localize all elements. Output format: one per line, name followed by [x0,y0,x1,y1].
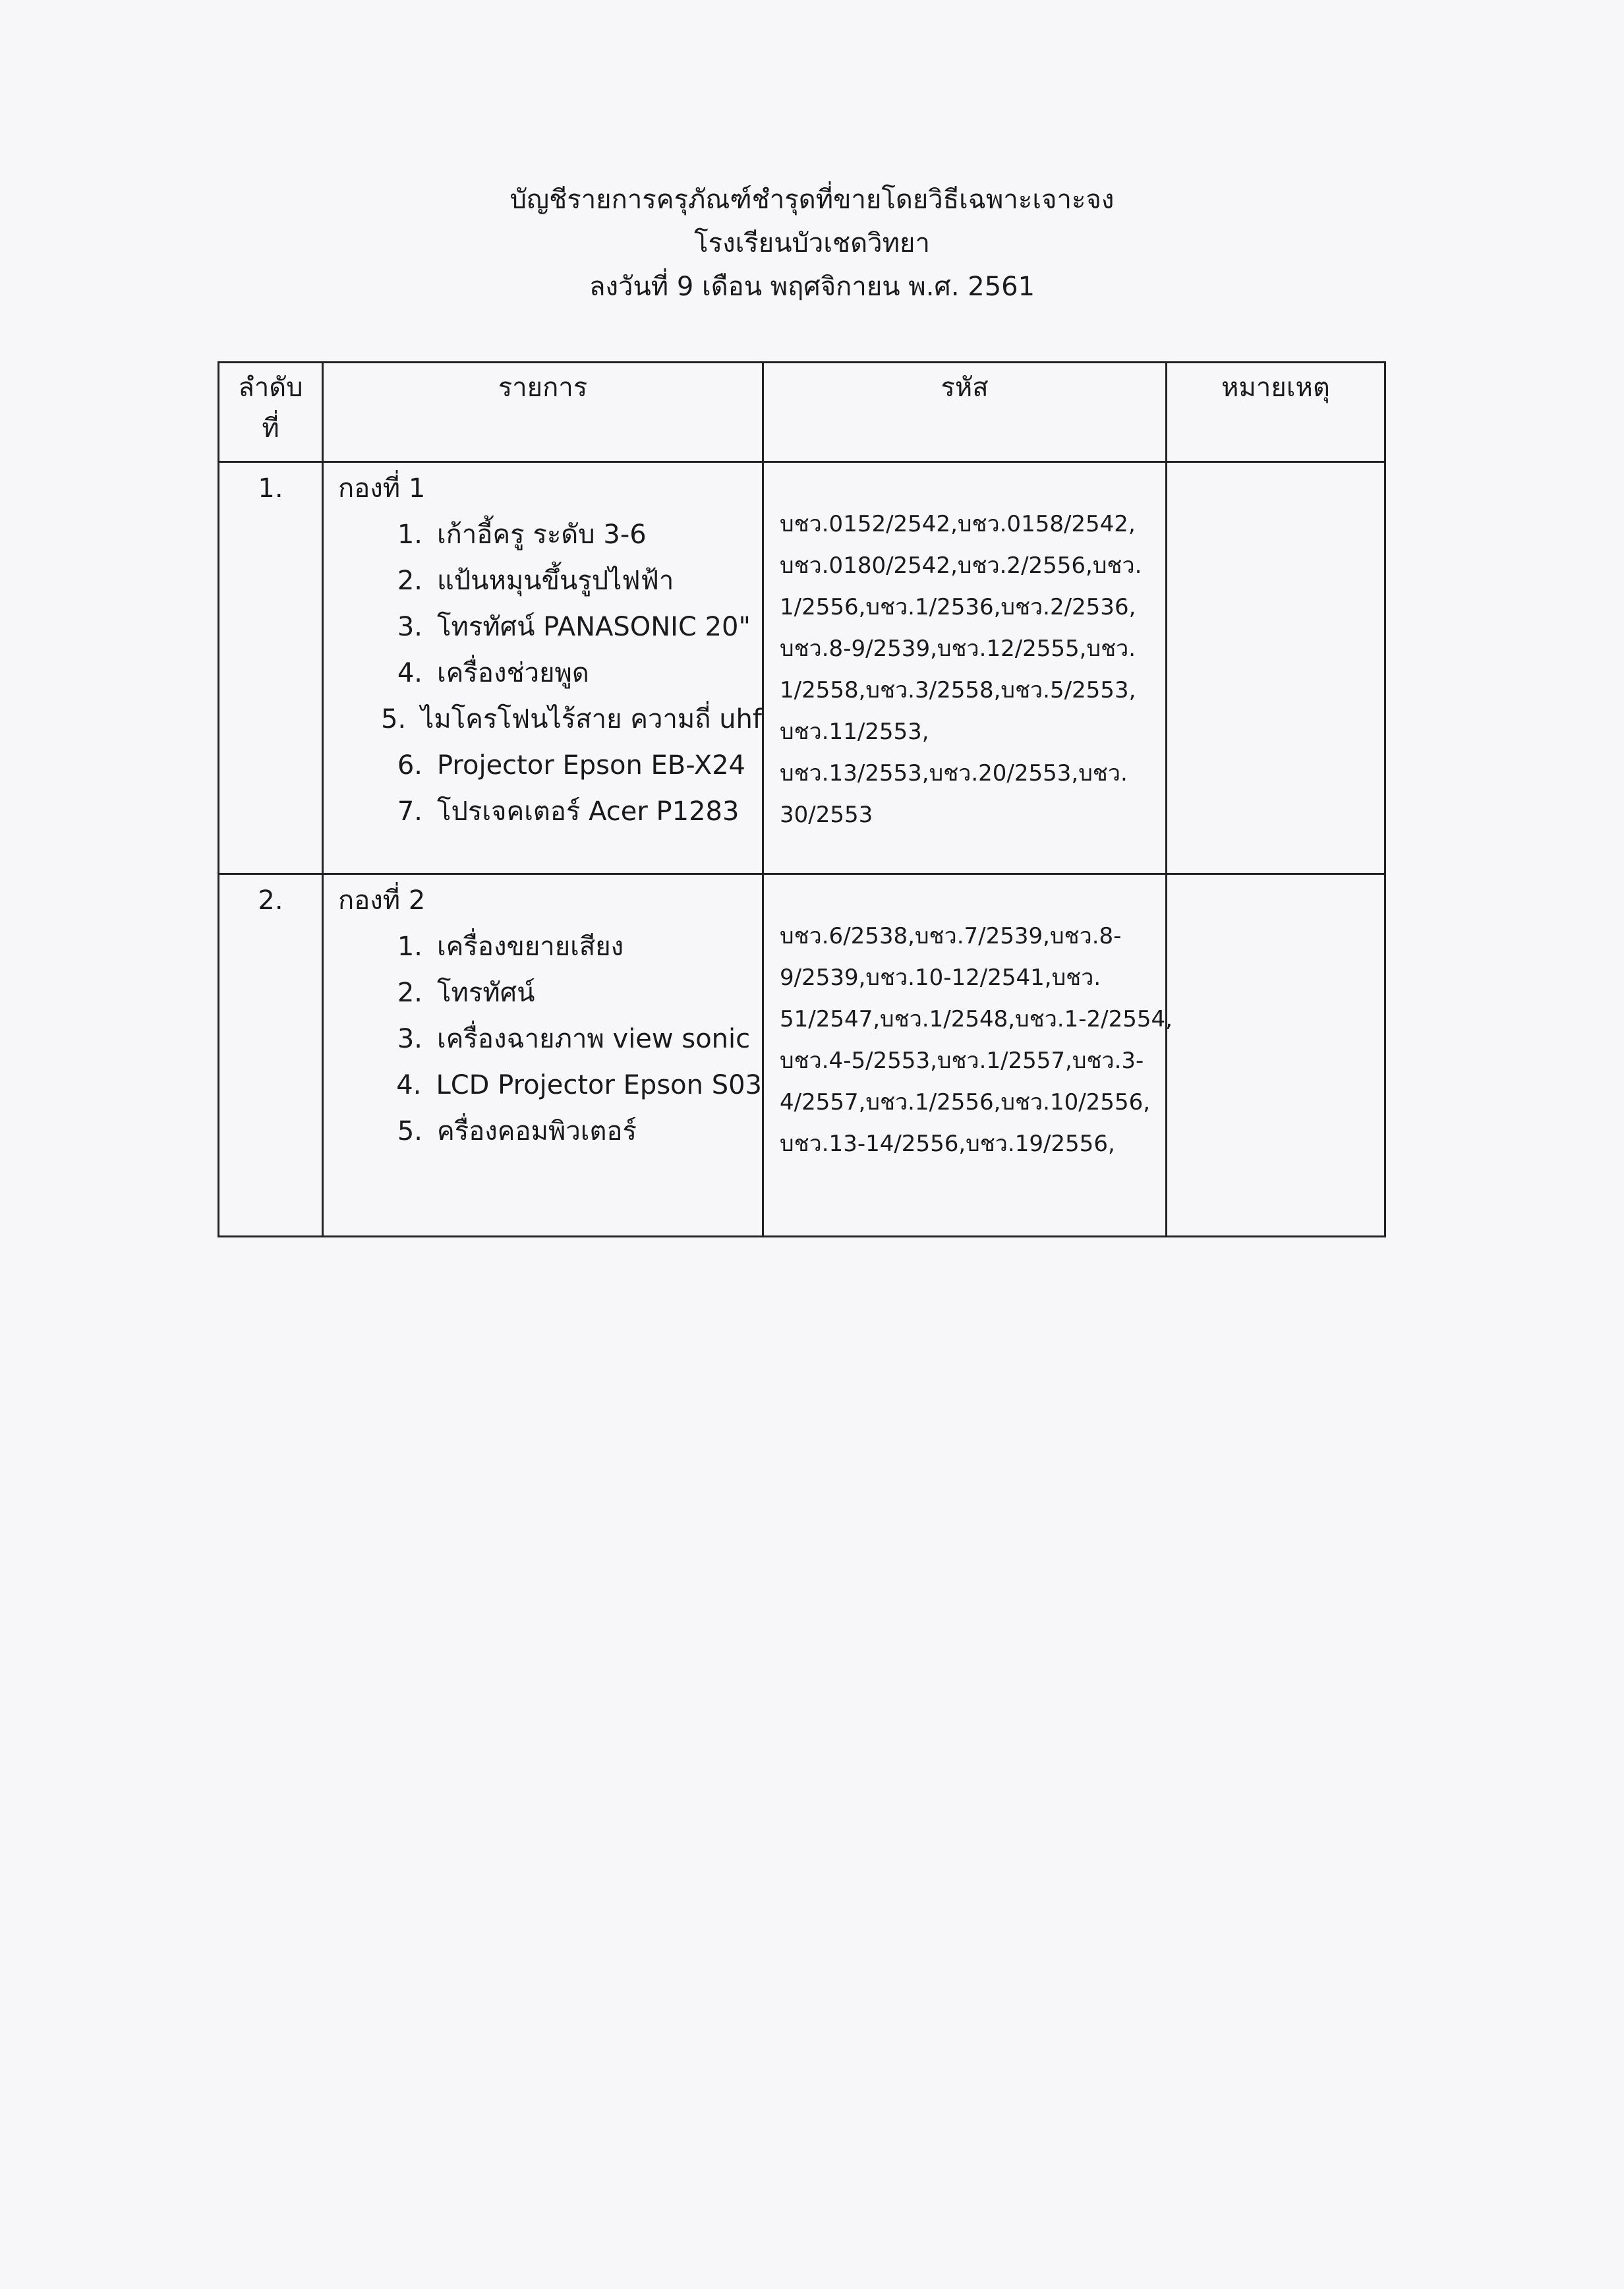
table-header-row [219,363,1385,462]
list-item [338,604,762,650]
group-name: กองที่ 2 [338,885,426,916]
row-number: 1. [219,462,323,874]
list-item [338,742,762,788]
code-line: บชว.13/2553,บชว.20/2553,บชว. [780,760,1128,787]
list-item-text: ครื่องคอมพิวเตอร์ [437,1116,637,1146]
school-name: โรงเรียนบัวเชดวิทยา [694,228,930,258]
code-line: 1/2558,บชว.3/2558,บชว.5/2553, [780,677,1136,703]
list-item-number: 5. [381,704,407,734]
note-cell [1167,874,1385,1237]
code-line: บชว.0180/2542,บชว.2/2556,บชว. [780,552,1142,579]
header-no-line2: ที่ [262,413,279,444]
group-name: กองที่ 1 [338,473,426,504]
table-row [219,874,1385,1237]
list-item [338,788,762,835]
table-row [219,462,1385,874]
list-item-number: 3. [397,1024,422,1054]
list-item-number: 7. [397,796,422,827]
row-number: 2. [219,874,323,1237]
list-item [338,558,762,604]
list-item-number: 1. [397,520,422,550]
list-item-number: 3. [397,612,422,642]
list-item-text: เก้าอี้ครู ระดับ 3-6 [437,520,647,550]
list-item-text: LCD Projector Epson S03 [436,1070,762,1100]
code-cell [763,874,1173,1237]
code-line: 51/2547,บชว.1/2548,บชว.1-2/2554, [780,1006,1173,1032]
document-title: บัญชีรายการครุภัณฑ์ชำรุดที่ขายโดยวิธีเฉพาะเจาะจง [509,185,1115,215]
list-item-text: โปรเจคเตอร์ Acer P1283 [437,796,740,827]
list-item-number: 2. [397,978,422,1008]
list-item-number: 5. [397,1116,422,1146]
list-item-number: 4. [397,658,422,688]
code-line: 9/2539,บชว.10-12/2541,บชว. [780,965,1101,991]
header-item: รายการ [323,363,763,462]
list-item [338,650,762,696]
note-cell [1167,462,1385,874]
list-item-text: เครื่องฉายภาพ view sonic [437,1024,751,1054]
list-item [338,970,762,1016]
equipment-table [218,361,1386,1237]
code-line: 30/2553 [780,802,873,828]
list-item-text: เครื่องขยายเสียง [437,932,624,962]
document-header [0,178,1624,309]
code-line: 4/2557,บชว.1/2556,บชว.10/2556, [780,1089,1151,1115]
list-item-number: 2. [397,566,422,596]
list-item-text: โทรทัศน์ PANASONIC 20" [437,612,751,642]
code-line: บชว.6/2538,บชว.7/2539,บชว.8- [780,923,1122,949]
list-item [338,696,762,742]
item-cell [323,462,763,874]
list-item-text: แป้นหมุนขึ้นรูปไฟฟ้า [437,566,674,596]
code-line: บชว.4-5/2553,บชว.1/2557,บชว.3- [780,1048,1144,1074]
code-line: บชว.11/2553, [780,719,929,745]
list-item [338,512,762,558]
item-cell [323,874,763,1237]
list-item-text: Projector Epson EB-X24 [437,750,745,781]
list-item-text: โทรทัศน์ [437,978,535,1008]
code-line: บชว.8-9/2539,บชว.12/2555,บชว. [780,636,1136,662]
code-line: บชว.0152/2542,บชว.0158/2542, [780,511,1136,537]
list-item [338,1016,762,1062]
code-line: 1/2556,บชว.1/2536,บชว.2/2536, [780,594,1136,620]
document-date: ลงวันที่ 9 เดือน พฤศจิกายน พ.ศ. 2561 [589,272,1035,302]
code-line: บชว.13-14/2556,บชว.19/2556, [780,1131,1115,1157]
list-item-number: 4. [396,1070,422,1100]
list-item [338,1108,762,1154]
list-item-number: 6. [397,750,422,781]
list-item-number: 1. [397,932,422,962]
code-cell [763,462,1167,874]
header-no [219,363,323,462]
list-item-text: เครื่องช่วยพูด [437,658,589,688]
list-item-text: ไมโครโฟนไร้สาย ความถี่ uhf [420,704,762,734]
list-item [338,1062,762,1108]
header-note: หมายเหตุ [1167,363,1385,462]
header-code: รหัส [763,363,1167,462]
header-no-line1: ลำดับ [238,372,303,403]
list-item [338,924,762,970]
